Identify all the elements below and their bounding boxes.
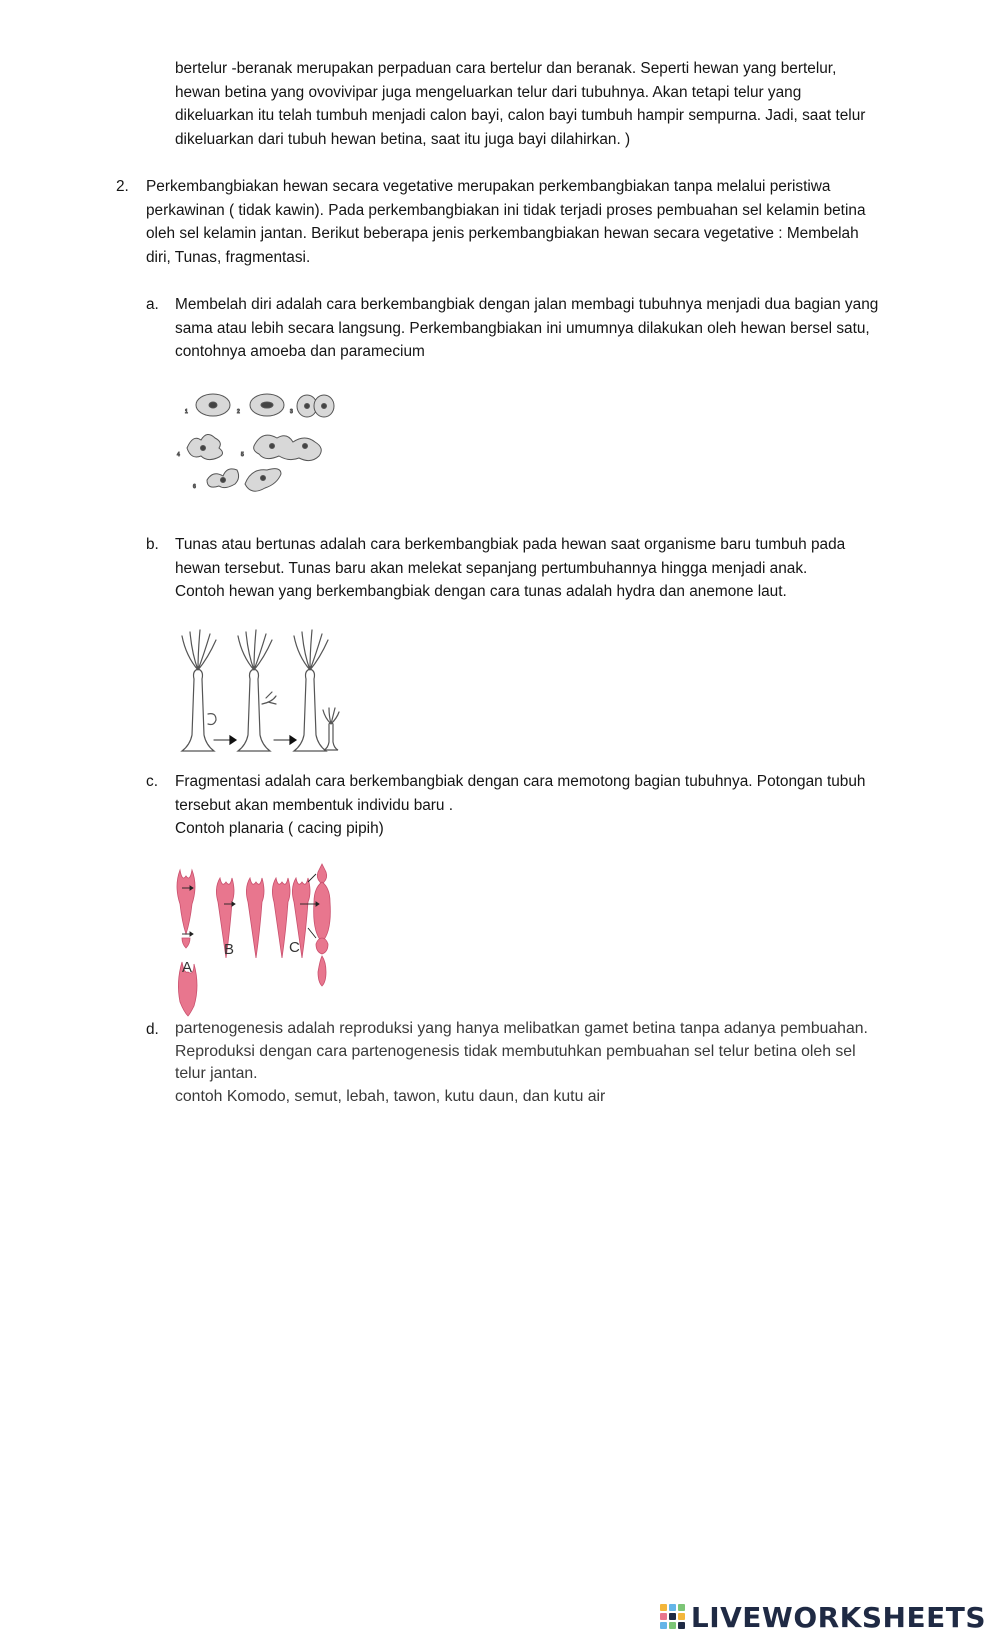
text-line: Membelah diri adalah cara berkembangbiak dengan jalan membagi tubuhnya menjadi dua bagian yang	[175, 296, 879, 313]
figure-label: B	[224, 941, 235, 958]
arrow-icon	[308, 874, 316, 882]
hydra-illustration	[323, 708, 339, 750]
item-c-letter: c.	[146, 773, 158, 790]
arrow-icon	[232, 902, 235, 906]
text-line: hewan betina yang ovovivipar juga mengeluarkan telur dari tubuhnya. Akan tetapi telur yang	[175, 83, 802, 101]
text-line: tersebut akan membentuk individu baru .	[175, 796, 454, 814]
text-line: dikeluarkan dari tubuh hewan betina, saat itu juga bayi dilahirkan. )	[175, 130, 631, 148]
item-a-letter: a.	[146, 296, 159, 313]
text-line: oleh sel kelamin jantan. Berikut beberapa jenis perkembangbiakan hewan secara vegetative : Membelah	[146, 225, 859, 242]
figure-label: 3	[290, 409, 293, 415]
item-b-letter: b.	[146, 536, 159, 553]
text-line: sama atau lebih secara langsung. Perkembangbiakan ini umumnya dilakukan oleh hewan bersel satu,	[175, 319, 870, 337]
nucleus	[221, 478, 226, 483]
nucleus	[261, 402, 273, 408]
figure-label: 5	[241, 452, 244, 458]
text-line: telur jantan.	[175, 1065, 258, 1082]
nucleus	[209, 402, 217, 408]
text-line: dikeluarkan itu telah tumbuh menjadi calon bayi, calon bayi tumbuh hampir sempurna. Jadi, saat telur	[175, 107, 866, 124]
hydra-illustration	[238, 630, 276, 751]
section-number: 2.	[116, 178, 129, 195]
text-line: Contoh planaria ( cacing pipih)	[175, 820, 384, 837]
nucleus	[201, 446, 206, 451]
liveworksheets-brand-text: LIVEWORKSHEETS	[690, 1600, 986, 1634]
amoeba-fission-figure	[175, 388, 345, 513]
hydra-budding-figure	[172, 626, 372, 756]
figure-label: A	[182, 959, 193, 976]
planaria-fragmentation-figure	[172, 862, 352, 1022]
item-c-paragraph	[175, 770, 975, 841]
text-line: partenogenesis adalah reproduksi yang hanya melibatkan gamet betina tanpa adanya pembuahan.	[175, 1020, 868, 1037]
liveworksheets-logo-icon	[659, 1603, 687, 1631]
nucleus	[270, 444, 275, 449]
item-d-letter: d.	[146, 1021, 159, 1038]
arrow-icon	[230, 736, 236, 744]
hydra-illustration	[182, 630, 216, 751]
figure-label: 1	[185, 409, 188, 415]
text-line: hewan tersebut. Tunas baru akan melekat sepanjang pertumbuhannya hingga menjadi anak.	[175, 559, 808, 577]
figure-label: 4	[177, 452, 180, 458]
text-line: perkawinan ( tidak kawin). Pada perkembangbiakan ini tidak terjadi proses pembuahan sel kelamin betina	[146, 201, 866, 219]
text-line: bertelur -beranak merupakan perpaduan cara bertelur dan beranak. Seperti hewan yang bertelur,	[175, 60, 837, 77]
item-a-paragraph	[175, 293, 975, 364]
arrow-icon	[190, 932, 193, 936]
nucleus	[305, 404, 310, 409]
planaria-worm	[177, 870, 197, 1016]
nucleus	[322, 404, 327, 409]
text-line: Perkembangbiakan hewan secara vegetative merupakan perkembangbiakan tanpa melalui peristiwa	[146, 178, 831, 195]
arrow-icon	[290, 736, 296, 744]
text-line: diri, Tunas, fragmentasi.	[146, 248, 311, 266]
intro-paragraph	[175, 57, 975, 151]
arrow-icon	[308, 928, 316, 938]
amoeba-cell	[254, 435, 322, 460]
item-d-paragraph	[175, 1018, 975, 1108]
text-line: contoh Komodo, semut, lebah, tawon, kutu daun, dan kutu air	[175, 1087, 606, 1105]
text-line: Contoh hewan yang berkembangbiak dengan cara tunas adalah hydra dan anemone laut.	[175, 583, 787, 600]
nucleus	[261, 476, 266, 481]
item-b-paragraph	[175, 533, 975, 604]
figure-label: 6	[193, 484, 196, 490]
figure-label: C	[289, 939, 300, 956]
nucleus	[303, 444, 308, 449]
hydra-illustration	[294, 630, 328, 751]
text-line: contohnya amoeba dan paramecium	[175, 343, 425, 360]
text-line: Tunas atau bertunas adalah cara berkembangbiak pada hewan saat organisme baru tumbuh pada	[175, 536, 846, 553]
text-line: Reproduksi dengan cara partenogenesis tidak membutuhkan pembuahan sel telur betina oleh sel	[175, 1042, 856, 1060]
liveworksheets-logo[interactable]	[659, 1599, 986, 1635]
text-line: Fragmentasi adalah cara berkembangbiak dengan cara memotong bagian tubuhnya. Potongan tubuh	[175, 773, 866, 790]
planaria-worm	[314, 864, 331, 986]
figure-label: 2	[237, 409, 240, 415]
section-2-paragraph	[146, 175, 976, 269]
